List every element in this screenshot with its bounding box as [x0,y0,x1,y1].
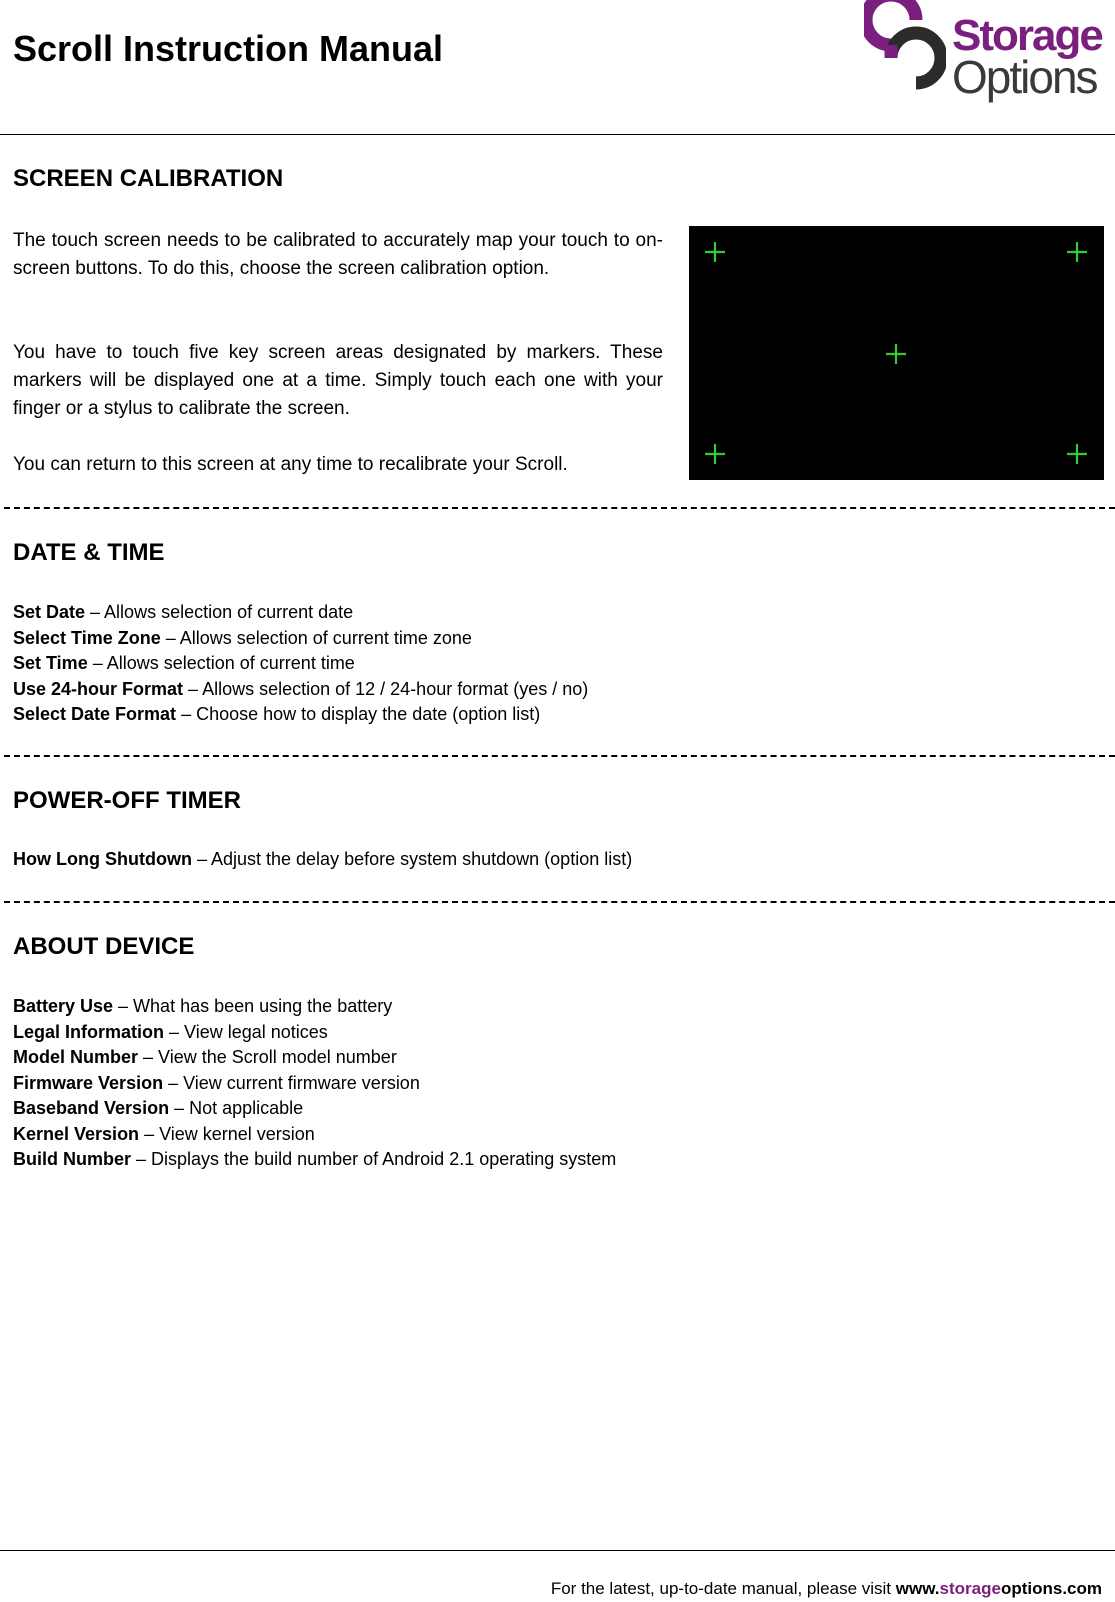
item-term: Model Number [13,1047,139,1067]
item-term: Select Time Zone [13,627,161,648]
list-item [13,1020,616,1046]
crosshair-icon [885,343,907,365]
footer [551,1579,1102,1599]
list-item [13,994,616,1020]
item-description: – Allows selection of current time [87,653,355,673]
item-description: – Adjust the delay before system shutdown (option list) [191,849,633,869]
storage-options-logo [864,0,1104,106]
calibration-paragraph: You have to touch five key screen areas designated by markers. These markers will be displayed one at a time. Simply touch each one with your finger or a stylus to calibrate the screen. [13,342,663,419]
date-time-heading: DATE & TIME [13,539,165,566]
item-term: Battery Use [13,996,114,1016]
item-term: Use 24-hour Format [13,678,184,699]
list-item [13,677,588,703]
url-suffix: options.com [1000,1579,1102,1598]
list-item [13,847,632,873]
crosshair-icon [704,241,726,263]
item-description: – What has been using the battery [113,996,393,1016]
item-term: Legal Information [13,1021,165,1042]
footer-website-link[interactable] [896,1579,1102,1598]
list-item [13,1071,616,1097]
item-term: Set Time [13,653,88,673]
about-list [13,994,616,1173]
item-term: How Long Shutdown [13,849,192,869]
item-description: – Allows selection of current time zone [160,627,472,648]
power-off-heading: POWER-OFF TIMER [13,787,241,814]
storage-options-s-logo-icon [864,0,946,106]
item-description: – View current firmware version [163,1072,420,1093]
list-item [13,651,588,677]
calibration-paragraph: The touch screen needs to be calibrated to accurately map your touch to on-screen buttons. To do this, choose the screen calibration option. [13,230,663,279]
footer-text: For the latest, up-to-date manual, please visit [550,1579,896,1598]
url-accent: storage [939,1579,1001,1598]
list-item [13,1147,616,1173]
list-item [13,702,588,728]
logo-word-options: Options [952,51,1097,103]
item-description: – View legal notices [164,1021,328,1042]
date-time-list [13,600,588,728]
page-title: Scroll Instruction Manual [13,28,444,69]
item-description: – View kernel version [139,1123,315,1144]
item-description: – Not applicable [169,1098,304,1118]
list-item [13,600,588,626]
list-item [13,1122,616,1148]
item-term: Select Date Format [13,704,177,724]
about-heading: ABOUT DEVICE [13,933,195,960]
section-divider [4,507,1115,509]
list-item [13,1096,616,1122]
list-item [13,1045,616,1071]
item-description: – Allows selection of current date [85,602,354,622]
item-description: – Displays the build number of Android 2.1 operating system [131,1149,617,1169]
calibration-paragraph: You can return to this screen at any time to recalibrate your Scroll. [13,454,568,475]
item-description: – Choose how to display the date (option list) [176,704,541,724]
item-description: – View the Scroll model number [138,1047,397,1067]
crosshair-icon [704,443,726,465]
crosshair-icon [1066,443,1088,465]
power-off-list [13,847,632,873]
section-divider [4,755,1115,757]
section-divider [4,901,1115,903]
item-term: Baseband Version [13,1098,170,1118]
logo-word-storage: Storage [952,11,1102,60]
item-description: – Allows selection of 12 / 24-hour format (yes / no) [183,678,589,699]
list-item [13,626,588,652]
item-term: Firmware Version [13,1072,164,1093]
calibration-heading: SCREEN CALIBRATION [13,165,284,192]
crosshair-icon [1066,241,1088,263]
item-term: Kernel Version [13,1123,140,1144]
calibration-screen-image [689,226,1104,480]
header-divider [0,134,1115,135]
item-term: Build Number [13,1149,132,1169]
footer-divider [0,1550,1115,1551]
url-prefix: www. [895,1579,940,1598]
item-term: Set Date [13,602,86,622]
